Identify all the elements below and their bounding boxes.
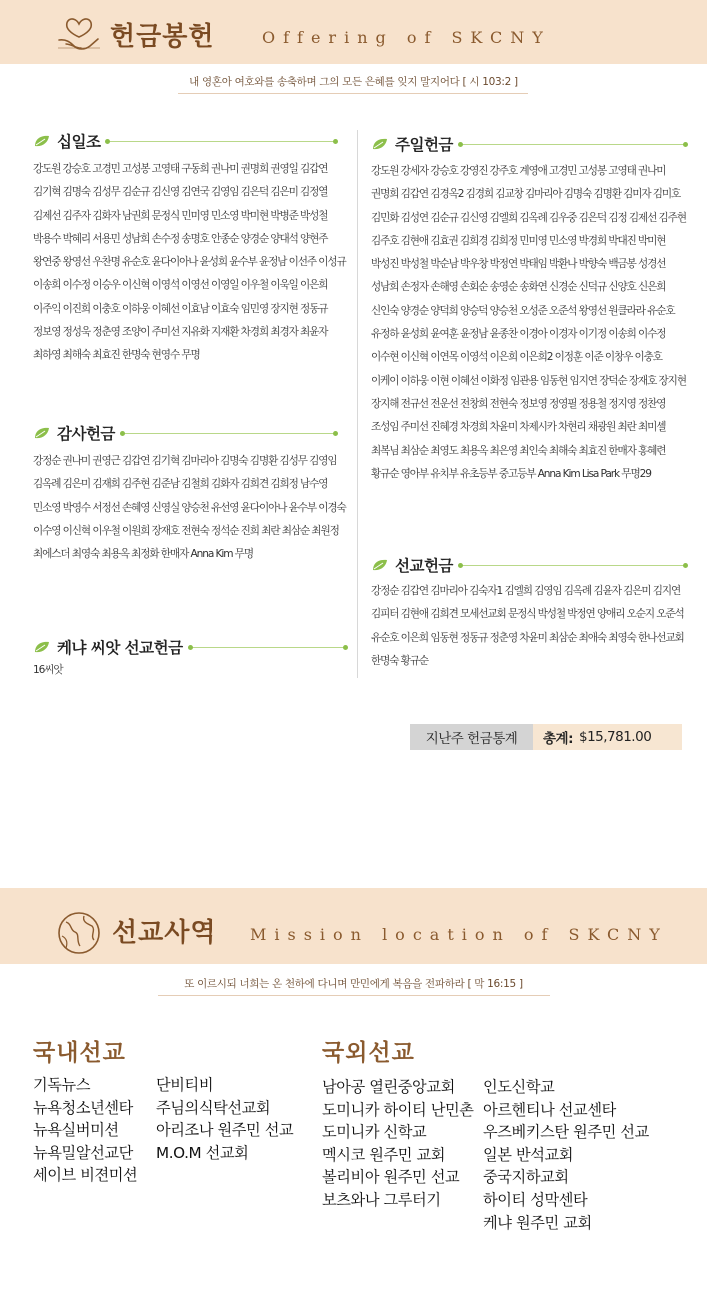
list-item: 인도신학교: [483, 1078, 555, 1096]
heading-rule: [191, 647, 345, 648]
hands-heart-icon: [54, 6, 104, 56]
list-item: 뉴욕실버미션: [33, 1121, 119, 1140]
heading-rule: [461, 144, 685, 145]
overseas-list-1: [322, 1076, 474, 1212]
stats-total-label: 총계:: [543, 731, 573, 747]
verse-underline: [178, 93, 528, 94]
overseas-list-2: [483, 1076, 649, 1234]
heading-rule: [108, 141, 335, 142]
list-item: 아르헨티나 선교센타: [483, 1100, 616, 1119]
list-item: 우즈베키스탄 원주민 선교: [483, 1123, 649, 1142]
missions-title-en: Mission location of SKCNY: [250, 925, 668, 944]
thanks-heading: [33, 422, 335, 444]
offering-title: 헌금봉헌: [110, 22, 215, 52]
list-item: 주님의식탁선교회: [156, 1098, 271, 1117]
weekly-stats: [410, 724, 682, 750]
sunday-heading: [371, 133, 685, 155]
domestic-list-2: [156, 1074, 293, 1164]
column-divider: [357, 130, 358, 678]
leaf-icon: [33, 640, 51, 654]
list-item: 중국지하교회: [483, 1168, 569, 1187]
offering-title-en: Offering of SKCNY: [262, 28, 551, 47]
missions-title: 선교사역: [112, 918, 217, 948]
heading-rule: [461, 565, 685, 566]
list-item: 멕시코 원주민 교회: [322, 1145, 446, 1164]
list-item: 단비티비: [156, 1076, 214, 1094]
list-item: 하이티 성막센타: [483, 1190, 588, 1209]
mission-offering-names: 강정순 김갑연 김마리아 김숙자1 김엘희 김영임 김옥례 김윤자 김은미 김지연 김피터 김현애 김희견 모세선교회 문정식 박성철 박정연 양애리 오순지 오준석 유순호 이은희 임동현 정동규 정춘영 차윤미 최삼순 최애숙 최영숙 한나선교회 한명숙 황규순: [371, 585, 684, 667]
mission-offering-label: 선교헌금: [395, 557, 453, 575]
leaf-icon: [371, 137, 389, 151]
list-item: 뉴욕밀알선교단: [33, 1143, 133, 1162]
stats-total: [533, 724, 682, 750]
kenya-heading: [33, 636, 345, 658]
stats-total-value: $15,781.00: [578, 729, 652, 745]
tithe-label: 십일조: [57, 133, 101, 151]
heading-rule: [123, 433, 335, 434]
list-item: 남아공 열린중앙교회: [322, 1078, 455, 1096]
tithe-heading: [33, 130, 335, 152]
leaf-icon: [33, 134, 51, 148]
overseas-heading: 국외선교: [322, 1040, 415, 1066]
list-item: 볼리비아 원주민 선교: [322, 1168, 460, 1187]
list-item: 일본 반석교회: [483, 1145, 574, 1164]
thanks-label: 감사헌금: [57, 425, 115, 443]
domestic-list-1: [33, 1074, 137, 1187]
verse-underline: [158, 995, 550, 996]
list-item: 보츠와나 그루터기: [322, 1190, 441, 1209]
kenya-names: 16씨앗: [33, 664, 63, 676]
thanks-names: 강정순 권나미 권영근 김갑연 김기혁 김마리아 김명숙 김명환 김성무 김영임 김옥례 김은미 김재희 김주현 김준남 김철희 김화자 김희견 김희정 남수영 민소영 박영수 서정선 손혜영 신영실 양승천 유선영 윤다이아나 윤수부 이경숙 이수영 이신혁 이우철 이원희 장재호 전현숙 정석순 진희 최란 최삼순 최원정 최에스더 최영숙 최용옥 최정화 한매자 Anna Kim 무명: [33, 455, 346, 561]
mission-offering-heading: [371, 554, 685, 576]
leaf-icon: [371, 558, 389, 572]
missions-verse: 또 이르시되 너희는 온 천하에 다니며 만민에게 복음을 전파하라 [ 막 16:15 ]: [184, 978, 523, 990]
domestic-heading: 국내선교: [33, 1040, 126, 1066]
kenya-label: 케냐 씨앗 선교헌금: [57, 639, 183, 657]
list-item: 뉴욕청소년센타: [33, 1098, 133, 1117]
list-item: 도미니카 신학교: [322, 1123, 427, 1142]
list-item: 세이브 비젼미션: [33, 1166, 138, 1185]
sunday-names: 강도원 강세자 강승호 강영진 강주호 계영애 고경민 고성봉 고영태 권나미 권명희 김갑연 김경옥2 김경희 김교창 김마리아 김명숙 김명환 김미자 김미호 김민화 김성연 김순규 김신영 김엘희 김옥례 김우중 김은덕 김정 김제선 김주현 김주호 김현애 김효권 김희경 김희정 민미영 민소영 박경희 박대진 박미현 박성진 박성철 박순남 박우창 박정연 박태임 박환나 박향숙 백금봉 성경선 성남희 손정자 손해영 손회순 송영순 송화연 신경순 신덕규 신양호 신은희 신인숙 양경순 양덕희 양승덕 양승천 오성준 오준석 왕영선 원클라라 유순호 유정하 윤성희 윤여훈 윤정남 윤종찬 이경아 이경자 이기정 이송희 이수정 이수현 이신혁 이연목 이영석 이은희 이은희2 이정훈 이준 이창우 이충호 이케이 이하웅 이현 이혜선 이화정 임관용 임동현 임지연 장덕순 장재호 장지현 장지해 전규선 전운선 전창희 전현숙 정보영 정영필 정용철 정지영 정찬영 조성임 주미선 진혜경 차경희 차윤미 차제시카 차현리 채광원 최란 최미셸 최복님 최삼순 최영도 최용옥 최은영 최인숙 최해숙 최효진 한매자 홍혜련 황규순 영아부 유치부 유초등부 중고등부 Anna Kim Lisa Park 무명29: [371, 165, 686, 480]
list-item: 도미니카 하이티 난민촌: [322, 1100, 474, 1119]
list-item: M.O.M 선교회: [156, 1143, 249, 1162]
missions-banner: [0, 888, 707, 964]
tithe-names: 강도원 강승호 고경민 고성봉 고영태 구동희 권나미 권명희 권영일 김갑연 김기혁 김명숙 김성무 김순규 김신영 김연국 김영임 김은덕 김은미 김정열 김제선 김주자 김화자 남권희 문정식 민미영 민소영 박미현 박병준 박성철 박용수 박혜리 서용민 성남희 손수정 송명호 안종순 양경순 양대석 양현주 왕연중 왕영선 우찬명 유순호 윤다이아나 윤성희 윤수부 윤정남 이선주 이성규 이송희 이수정 이승우 이신혁 이영석 이영선 이영일 이우철 이욱일 이은희 이주익 이진희 이충호 이하웅 이혜선 이효남 이효숙 임민영 장지현 정동규 정보영 정성욱 정춘영 조양이 주미선 지유화 지재환 차경희 최경자 최윤자 최하영 최해숙 최효진 한명숙 현영수 무명: [33, 163, 346, 362]
stats-label: 지난주 헌금통계: [410, 724, 533, 750]
globe-icon: [54, 908, 104, 958]
list-item: 아리조나 원주민 선교: [156, 1121, 294, 1140]
leaf-icon: [33, 426, 51, 440]
sunday-label: 주일헌금: [395, 136, 453, 154]
list-item: 기독뉴스: [33, 1076, 91, 1094]
list-item: 케냐 원주민 교회: [483, 1213, 592, 1232]
offering-banner: [0, 0, 707, 64]
offering-verse: 내 영혼아 여호와를 송축하며 그의 모든 은혜를 잊지 말지어다 [ 시 103:2 ]: [189, 76, 518, 88]
